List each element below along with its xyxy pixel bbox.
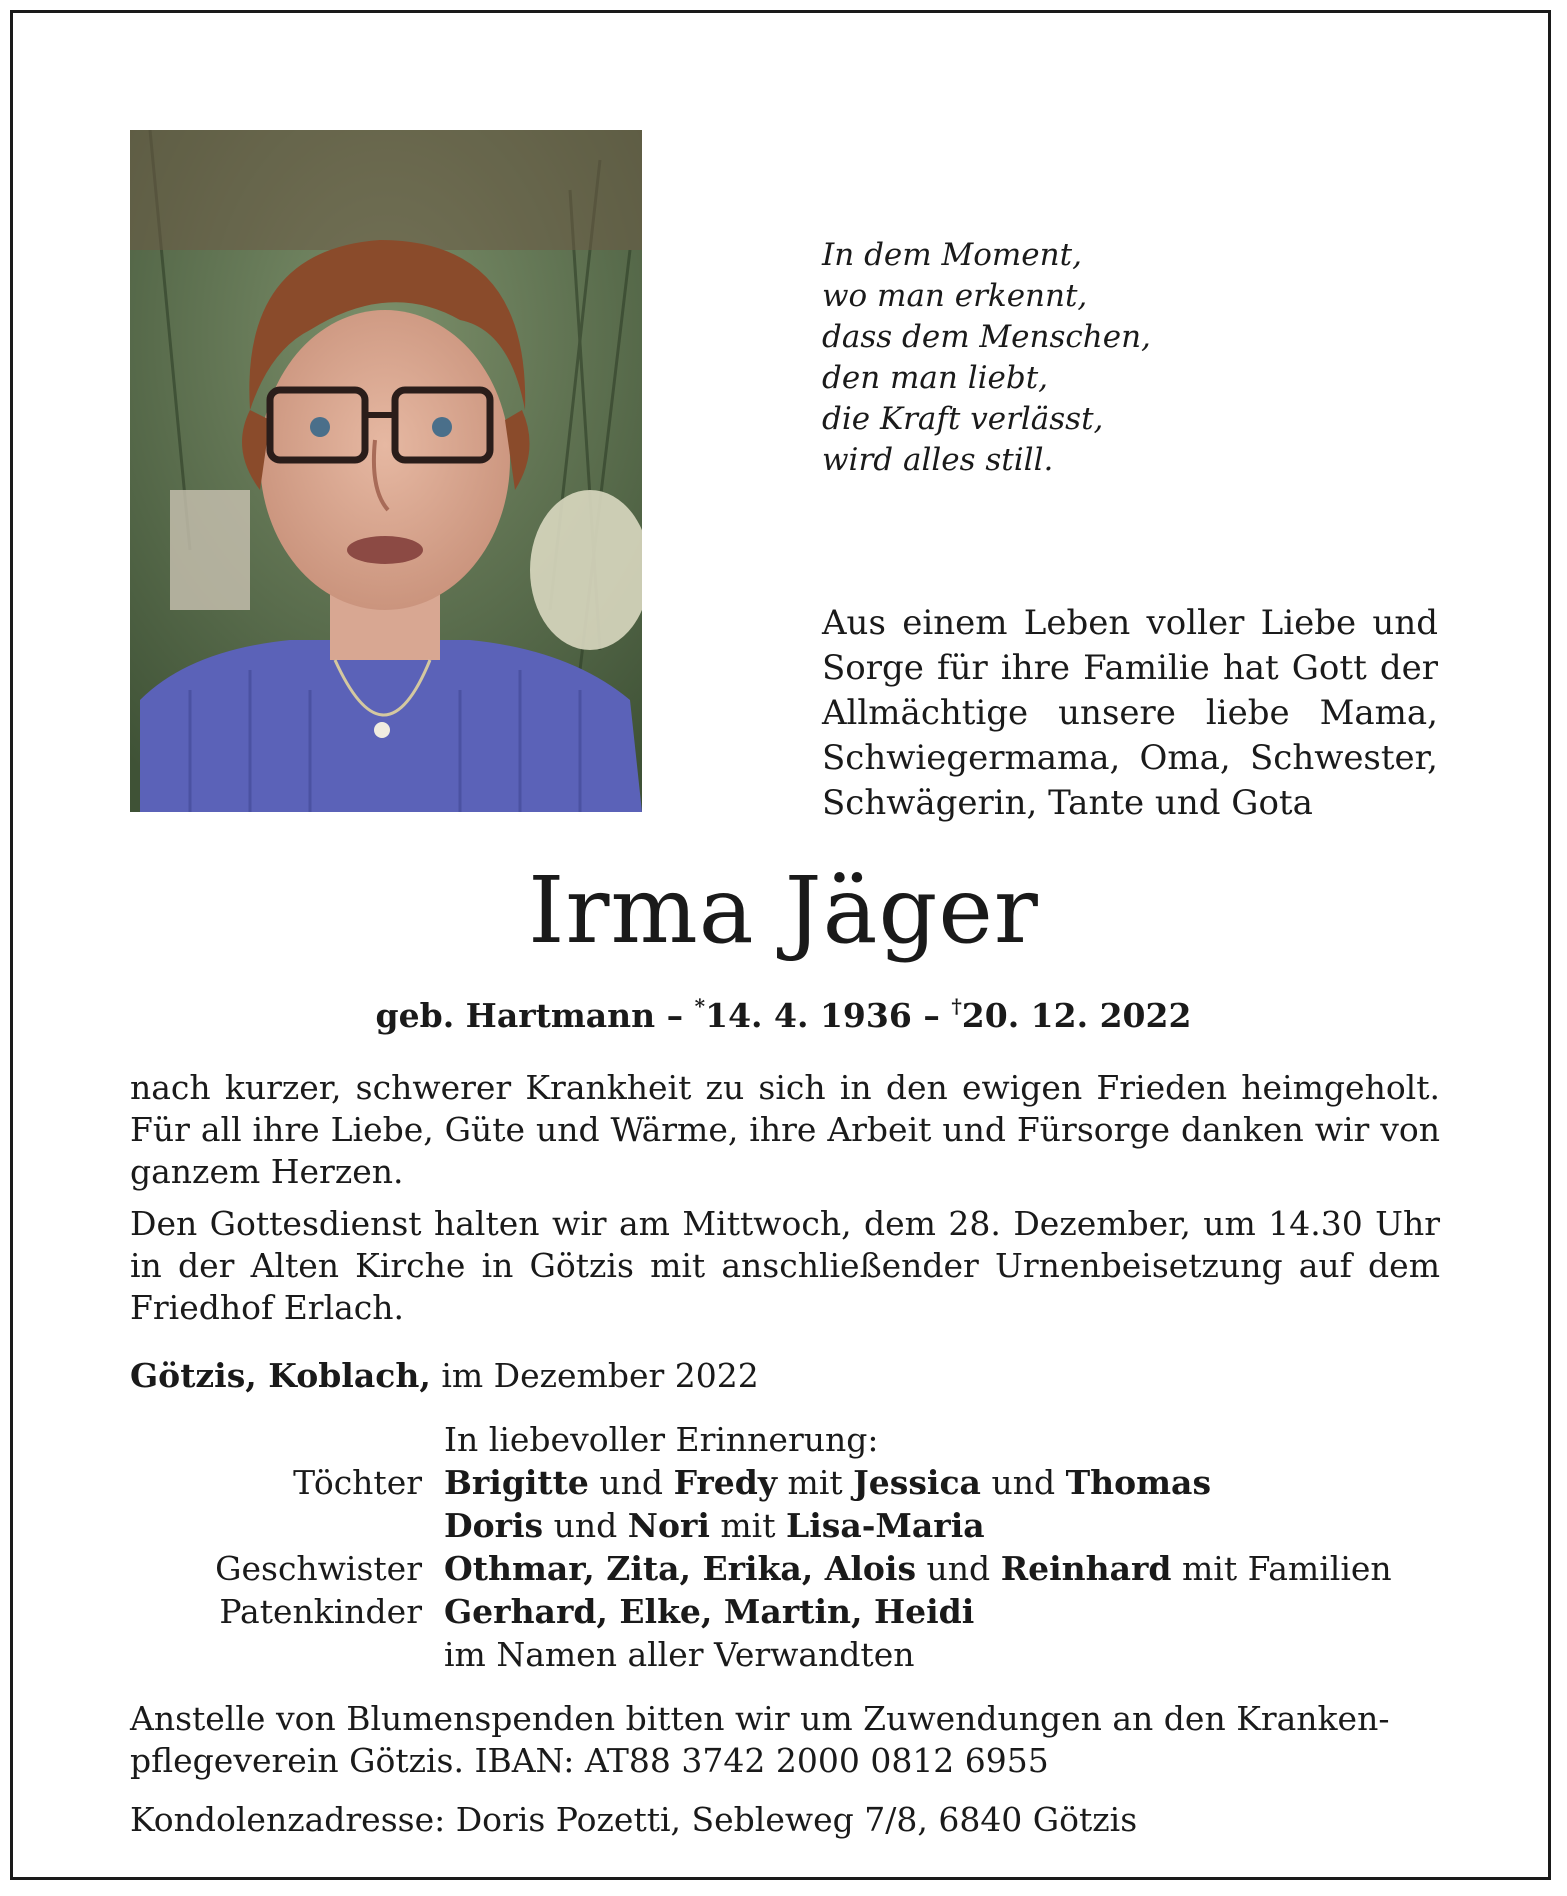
daughters-row-2: Doris und Nori mit Lisa-Maria	[444, 1506, 985, 1545]
place-date	[130, 1355, 759, 1397]
life-dates	[0, 986, 1567, 1036]
notice-date: im Dezember 2022	[441, 1356, 759, 1395]
death-date: 20. 12. 2022	[961, 996, 1192, 1035]
verse-line: In dem Moment,	[822, 237, 1082, 273]
mourners-header-row	[130, 1418, 1450, 1461]
intro-line: Schwiegermama, Oma, Schwester,	[822, 738, 1438, 778]
godchildren-names: Gerhard, Elke, Martin, Heidi	[444, 1592, 975, 1631]
siblings-row: Geschwister Othmar, Zita, Erika, Alois und Reinhard mit Familien	[130, 1547, 1450, 1590]
donation-line: pflegeverein Götzis. IBAN: AT88 3742 2000 0812 6955	[130, 1741, 1049, 1780]
intro-text	[822, 601, 1438, 826]
birth-date: 14. 4. 1936	[705, 996, 912, 1035]
mourners-list	[130, 1418, 1450, 1676]
body-text	[130, 1067, 1440, 1339]
place-towns: Götzis, Koblach,	[130, 1356, 431, 1395]
daughters-label: Töchter	[293, 1463, 422, 1502]
portrait-photo	[130, 130, 642, 812]
intro-line: Aus einem Leben voller Liebe und	[822, 603, 1438, 643]
donation-note	[130, 1698, 1440, 1782]
deceased-name: Irma Jäger	[528, 857, 1039, 964]
separator: –	[666, 996, 684, 1035]
mourners-header: In liebevoller Erinnerung:	[444, 1420, 879, 1459]
separator: –	[923, 996, 940, 1035]
body-paragraph: Den Gottesdienst halten wir am Mittwoch, dem 28. Dezember, um 14.30 Uhr in der Alten Kirche in Götzis mit anschließender Urnenbeisetzung auf dem Friedhof Erlach.	[130, 1204, 1440, 1327]
intro-line: Sorge für ihre Familie hat Gott der	[822, 648, 1438, 688]
verse-line: wo man erkennt,	[822, 278, 1088, 314]
intro-line: Schwägerin, Tante und Gota	[822, 783, 1313, 823]
godchildren-label: Patenkinder	[219, 1592, 422, 1631]
death-symbol: †	[951, 994, 962, 1018]
verse	[822, 235, 1382, 481]
donation-line: Anstelle von Blumenspenden bitten wir um Zuwendungen an den Kranken-	[130, 1699, 1390, 1738]
daughters-row: Töchter Brigitte und Fredy mit Jessica und Thomas	[130, 1461, 1450, 1504]
birth-symbol: *	[694, 994, 706, 1018]
relatives-row	[130, 1633, 1450, 1676]
relatives-text: im Namen aller Verwandten	[444, 1635, 915, 1674]
verse-line: wird alles still.	[822, 442, 1054, 478]
body-paragraph: nach kurzer, schwerer Krankheit zu sich in den ewigen Frieden heimgeholt. Für all ihre Liebe, Güte und Wärme, ihre Arbeit und Fürsorge danken wir von ganzem Herzen.	[130, 1068, 1440, 1191]
condolence-address: Kondolenzadresse: Doris Pozetti, Sebleweg 7/8, 6840 Götzis	[130, 1800, 1138, 1839]
verse-line: den man liebt,	[822, 360, 1049, 396]
godchildren-row	[130, 1590, 1450, 1633]
siblings-label: Geschwister	[215, 1549, 422, 1588]
maiden-name: geb. Hartmann	[375, 996, 656, 1035]
verse-line: dass dem Menschen,	[822, 319, 1151, 355]
intro-line: Allmächtige unsere liebe Mama,	[822, 693, 1438, 733]
verse-line: die Kraft verlässt,	[822, 401, 1104, 437]
